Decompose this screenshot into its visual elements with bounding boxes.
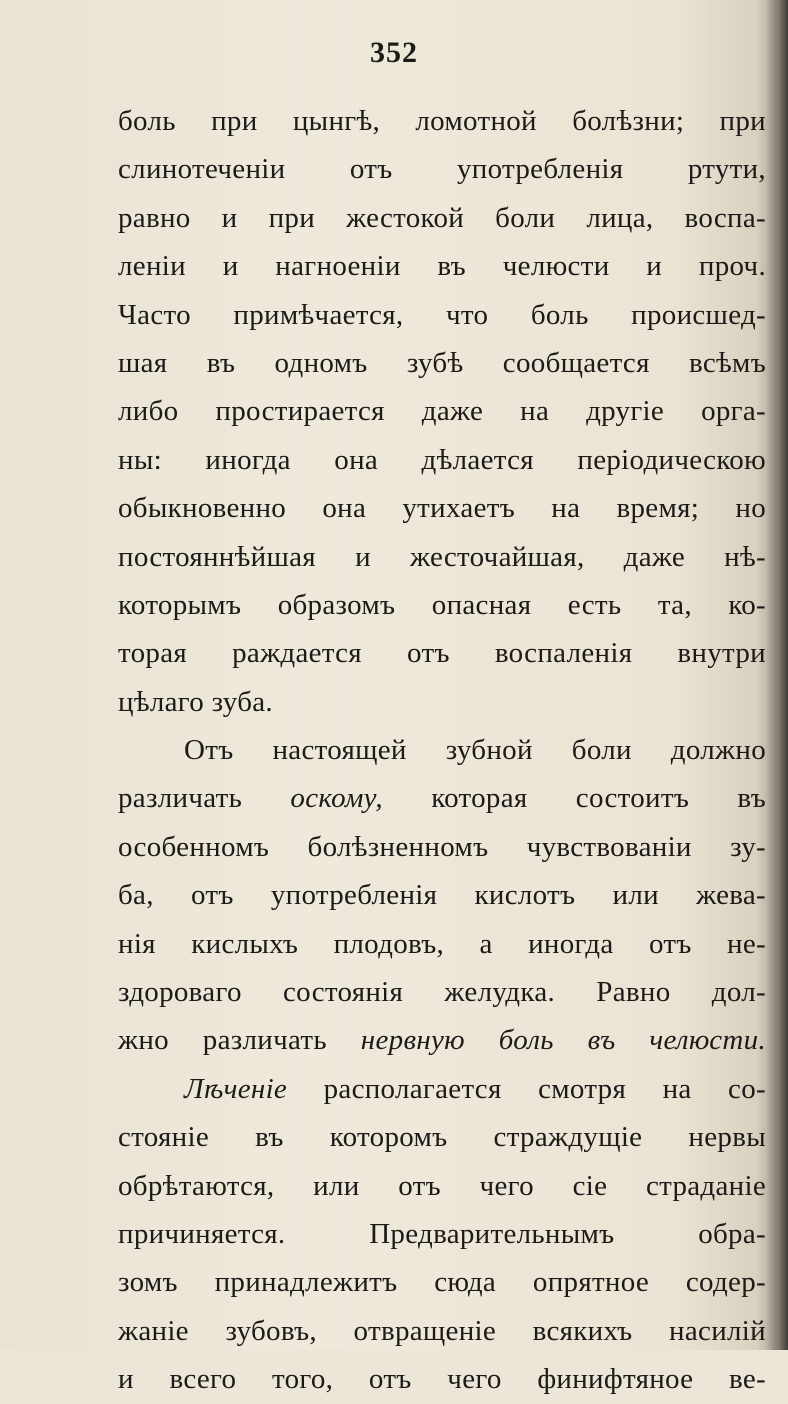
text-line: зомъ принадлежитъ сюда опрятное содер- [118, 1266, 766, 1299]
text-line: нія кислыхъ плодовъ, а иногда отъ не- [118, 927, 766, 960]
italic-term: нервную боль въ челюсти. [360, 1024, 767, 1057]
page-number: 352 [370, 36, 418, 69]
text-line: которымъ образомъ опасная есть та, ко- [118, 588, 766, 621]
line-text: различать [118, 782, 291, 815]
line-text: жно различать [118, 1024, 361, 1057]
text-line: ба, отъ употребленія кислотъ или жева- [118, 879, 766, 912]
text-line: и всего того, отъ чего финифтяное ве- [118, 1363, 766, 1396]
line-text: которая состоитъ въ [382, 782, 766, 815]
page-edge-shadow [766, 0, 788, 1350]
text-line: Часто примѣчается, что боль происшед- [118, 298, 766, 331]
text-line: обыкновенно она утихаетъ на время; но [118, 492, 766, 525]
text-line: причиняется. Предварительнымъ обра- [118, 1217, 766, 1250]
text-line: жаніе зубовъ, отвращеніе всякихъ насилій [118, 1314, 766, 1347]
text-line: здороваго состоянія желудка. Равно дол- [118, 976, 766, 1009]
text-line: слинотеченіи отъ употребленія ртути, [118, 153, 766, 186]
italic-term: оскому, [290, 782, 383, 815]
body-text [118, 97, 766, 1404]
paragraph-start-line: Отъ настоящей зубной боли должно [184, 734, 766, 767]
text-line-with-italic [118, 1016, 766, 1064]
text-line: либо простирается даже на другіе орга- [118, 395, 766, 428]
text-line-with-italic [118, 774, 766, 822]
text-line: леніи и нагноеніи въ челюсти и проч. [118, 250, 766, 283]
line-text: располагается смотря на со- [287, 1072, 766, 1105]
text-line: постояннѣйшая и жесточайшая, даже нѣ- [118, 540, 766, 573]
paragraph-start-line [118, 1065, 766, 1113]
text-line: особенномъ болѣзненномъ чувствованіи зу- [118, 830, 766, 863]
paragraph-end-line: цѣлаго зуба. [118, 685, 273, 718]
text-line: шая въ одномъ зубѣ сообщается всѣмъ [118, 346, 766, 379]
text-line: ны: иногда она дѣлается періодическою [118, 443, 766, 476]
text-line: обрѣтаются, или отъ чего сіе страданіе [118, 1169, 766, 1202]
text-line: боль при цынгѣ, ломотной болѣзни; при [118, 105, 766, 137]
text-line: торая раждается отъ воспаленія внутри [118, 637, 766, 670]
text-line: равно и при жестокой боли лица, воспа- [118, 201, 766, 234]
italic-heading: Лѣченіе [184, 1072, 288, 1105]
text-line: стояніе въ которомъ страждущіе нервы [118, 1121, 766, 1154]
